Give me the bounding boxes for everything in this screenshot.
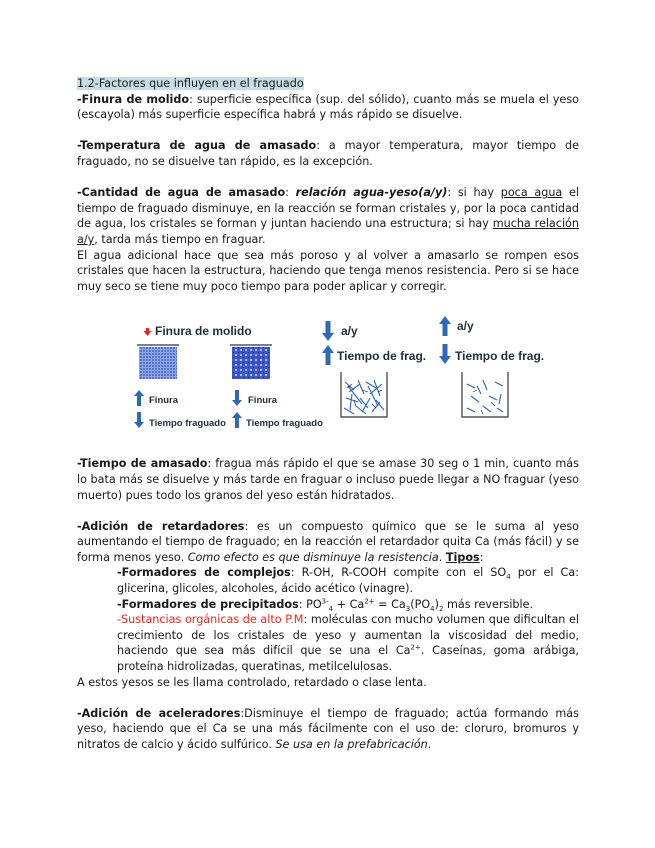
finura-title: Finura de molido	[155, 324, 252, 339]
precip-e: )	[434, 597, 439, 611]
underline-mucha-relacion: mucha relación a/y	[77, 217, 579, 246]
cantidad-t2: el tiempo de fraguado disminuye, en la reacción se forman cristales y, por la poca cantidad de agua, los cristales se forman y juntan haciendo una estructura; si hay	[77, 186, 579, 231]
tiempo-label-1: Tiempo fraguado	[149, 418, 226, 430]
cantidad-t3: , tarda más tiempo en fraguar.	[94, 232, 266, 246]
tipos-label: Tipos	[445, 550, 480, 564]
list-item-precipitados	[77, 597, 579, 613]
aceleradores-italic: Se usa en la prefabricación	[275, 738, 428, 751]
arrow-up-icon	[439, 316, 451, 336]
organic-sup: 2+	[410, 643, 421, 652]
beaker-coarse-icon	[230, 344, 272, 380]
paragraph-cantidad-2: El agua adicional hace que sea más poroso y al volver a amasarlo se rompen esos cristales que hacen la estructura, haciendo que tenga menos resistencia. Pero si se hace muy seco se tiene muy poco tiempo para poder aplicar y corregir.	[77, 248, 579, 293]
temperatura-text: : a mayor temperatura, mayor tiempo de fraguado, no se disuelve tan rápido, es la excepción.	[77, 139, 579, 168]
figure-diagram	[77, 294, 579, 444]
cantidad-t1: : si hay	[447, 186, 501, 200]
precip-sup2: 2+	[364, 596, 375, 605]
precip-b: + Ca	[333, 597, 365, 611]
precip-d: (PO	[410, 597, 431, 611]
arrow-down-icon	[232, 390, 242, 406]
finura-label-2: Finura	[248, 395, 278, 407]
organic-b: . Caseínas, goma arábiga, proteína hidrolizadas, queratinas, metilcelulosas.	[117, 644, 579, 674]
precip-f: más reversible.	[443, 597, 534, 611]
precip-sub4: 2	[438, 604, 444, 613]
aceleradores-end: .	[427, 738, 432, 751]
tiempo-amasado-text: : fragua más rápido el que se amase 30 seg o 1 min, cuanto más lo bata más se disuelve y más tarde en fraguar o incluso puede llegar a NO fraguar (yeso muerto) pues todo los granos del yeso están hidratados.	[77, 457, 579, 502]
term-cantidad: -Cantidad de agua de amasado	[77, 186, 286, 200]
term-tiempo-amasado: -Tiempo de amasado	[77, 457, 208, 471]
precip-sub3: 4	[430, 604, 435, 613]
term-precipitados: -Formadores de precipitados	[117, 597, 299, 611]
retardadores-text: : es un compuesto químico que se le suma al yeso aumentando el tiempo de fraguado; en la reacción el retardador quita Ca (más fácil) y se forma menos yeso.	[77, 519, 579, 564]
precip-a: : PO	[298, 597, 322, 611]
tiempo-frag-label-2: Tiempo de frag.	[455, 349, 545, 364]
precip-c: = Ca	[374, 597, 406, 611]
paragraph-cantidad	[77, 185, 579, 247]
underline-poca-agua: poca agua	[500, 186, 563, 200]
retardadores-closing: A estos yesos se les llama controlado, retardado o clase lenta.	[77, 675, 427, 689]
arrow-down-icon	[439, 344, 451, 364]
arrow-up-icon	[134, 390, 144, 406]
tiempo-label-2: Tiempo fraguado	[246, 418, 323, 430]
retardadores-dot: .	[438, 550, 446, 564]
paragraph-tiempo-amasado	[77, 456, 579, 503]
term-retardadores: -Adición de retardadores	[77, 519, 245, 533]
complejos-text-a: : R-OH, R-COOH compite con el SO	[290, 566, 507, 580]
arrow-down-icon	[134, 412, 144, 428]
crystal-structure-dense-icon	[340, 372, 388, 418]
retardadores-effect: Como efecto es que disminuye la resistencia	[187, 550, 439, 564]
ay-label-2: a/y	[457, 319, 474, 334]
aceleradores-text: :Disminuye el tiempo de fraguado; actúa formando más yeso, haciendo que el Ca se una más fácilmente con el uso de: cloruro, bromuros y nitratos de calcio y ácido sulfúrico.	[77, 706, 579, 751]
finura-text: : superficie específica (sup. del sólido), cuanto más se muela el yeso (escayola) más superficie específica habrá y más rápido se disuelve.	[77, 92, 579, 122]
organic-a: : moléculas con mucho volumen que dificultan el crecimiento de los cristales de yeso y aumentan la viscosidad del medio, haciendo que sea más difícil que se una el Ca	[117, 613, 579, 658]
cantidad-sep: :	[285, 186, 296, 200]
tiempo-frag-label-1: Tiempo de frag.	[337, 349, 427, 364]
heading-highlight: 1.2-Factores que influyen en el fraguado	[77, 77, 304, 90]
finura-label-1: Finura	[149, 395, 179, 407]
list-item-complejos	[77, 565, 579, 596]
ay-label-1: a/y	[341, 324, 358, 339]
complejos-sub: 4	[506, 573, 511, 582]
precip-sub2: 3	[405, 604, 411, 613]
section-heading	[77, 76, 579, 92]
red-arrow-icon	[143, 328, 152, 337]
ratio-term: relación agua-yeso(a/y)	[295, 186, 448, 200]
arrow-down-icon	[322, 321, 334, 341]
arrow-up-icon	[232, 412, 242, 428]
crystal-structure-loose-icon	[461, 372, 509, 418]
paragraph-aceleradores	[77, 706, 579, 753]
term-organicas: -Sustancias orgánicas de alto P.M	[117, 613, 304, 627]
precip-sup1: 3-	[321, 596, 329, 605]
complejos-text-b: por el Ca: glicerina, glicoles, alcoholes, ácido acético (vinagre).	[117, 566, 579, 596]
paragraph-finura	[77, 92, 579, 123]
term-temperatura: -Temperatura de agua de amasado	[77, 139, 317, 153]
precip-sub1: 4	[328, 604, 334, 613]
beaker-fine-icon	[137, 344, 179, 380]
term-aceleradores: -Adición de aceleradores	[77, 706, 241, 720]
term-finura: -Finura de molido	[77, 92, 190, 106]
list-item-organicas	[77, 612, 579, 674]
paragraph-temperatura	[77, 138, 579, 169]
term-complejos: -Formadores de complejos	[117, 566, 291, 580]
arrow-up-icon	[322, 345, 334, 365]
paragraph-retardadores	[77, 519, 579, 566]
tipos-colon: :	[479, 550, 484, 564]
document-body	[77, 76, 579, 753]
